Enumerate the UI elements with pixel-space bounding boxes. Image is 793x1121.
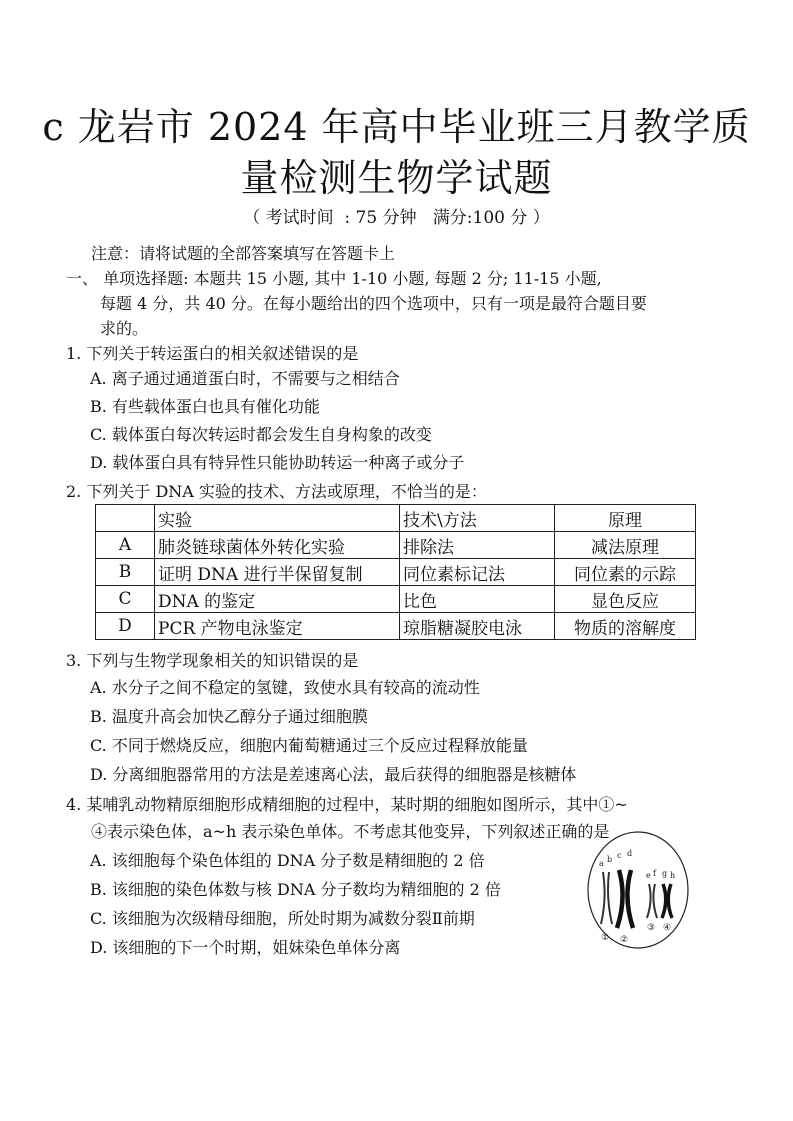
table-cell: PCR 产物电泳鉴定 bbox=[155, 613, 400, 640]
q4-stem-line1: 4. 某哺乳动物精原细胞形成精细胞的过程中，某时期的细胞如图所示，其中①~ bbox=[66, 795, 628, 814]
q1-stem: 1. 下列关于转运蛋白的相关叙述错误的是 bbox=[66, 344, 359, 363]
table-cell: 琼脂糖凝胶电泳 bbox=[400, 613, 555, 640]
q1-option-c: C. 载体蛋白每次转运时都会发生自身构象的改变 bbox=[90, 425, 432, 444]
q3-option-d: D. 分离细胞器常用的方法是差速离心法，最后获得的细胞器是核糖体 bbox=[90, 765, 577, 784]
label-b: b bbox=[607, 855, 613, 864]
label-d: d bbox=[627, 849, 633, 858]
label-g: g bbox=[662, 869, 668, 878]
label-f: f bbox=[653, 869, 656, 878]
table-cell: DNA 的鉴定 bbox=[155, 586, 400, 613]
q1-option-a: A. 离子通过通道蛋白时，不需要与之相结合 bbox=[90, 369, 400, 388]
cell-membrane bbox=[588, 832, 688, 948]
chromosome-4 bbox=[662, 884, 672, 918]
table-cell: 显色反应 bbox=[555, 586, 696, 613]
table-cell: 物质的溶解度 bbox=[555, 613, 696, 640]
table-cell: 排除法 bbox=[400, 532, 555, 559]
table-header-cell: 实验 bbox=[155, 505, 400, 532]
table-cell: 证明 DNA 进行半保留复制 bbox=[155, 559, 400, 586]
table-cell: C bbox=[96, 586, 155, 613]
table-row bbox=[96, 559, 696, 586]
table-cell: 比色 bbox=[400, 586, 555, 613]
q4-option-b: B. 该细胞的染色体数与核 DNA 分子数均为精细胞的 2 倍 bbox=[90, 880, 501, 899]
table-row bbox=[96, 586, 696, 613]
exam-title-line1: c 龙岩市 2024 年高中毕业班三月教学质 bbox=[42, 105, 751, 149]
q4-option-a: A. 该细胞每个染色体组的 DNA 分子数是精细胞的 2 倍 bbox=[90, 851, 485, 870]
table-cell: 减法原理 bbox=[555, 532, 696, 559]
table-cell: 同位素的示踪 bbox=[555, 559, 696, 586]
label-chromosome-1: ① bbox=[601, 933, 610, 943]
q2-table bbox=[95, 504, 696, 640]
section1-line1: 一、 单项选择题: 本题共 15 小题, 其中 1-10 小题, 每题 2 分; 11-15 小题, bbox=[66, 269, 602, 288]
chromatid-labels bbox=[599, 849, 675, 880]
table-header-row bbox=[96, 505, 696, 532]
notice: 注意：请将试题的全部答案填写在答题卡上 bbox=[91, 244, 396, 263]
table-header-cell bbox=[96, 505, 155, 532]
label-e: e bbox=[646, 871, 651, 880]
label-c: c bbox=[617, 851, 622, 860]
q1-option-b: B. 有些载体蛋白也具有催化功能 bbox=[90, 397, 320, 416]
q3-option-b: B. 温度升高会加快乙醇分子通过细胞膜 bbox=[90, 707, 368, 726]
label-chromosome-3: ③ bbox=[647, 923, 656, 933]
exam-title-line2: 量检测生物学试题 bbox=[240, 156, 553, 200]
chromosome-3 bbox=[647, 884, 657, 918]
table-cell: B bbox=[96, 559, 155, 586]
cell-chromosome-figure bbox=[585, 828, 691, 952]
q3-option-c: C. 不同于燃烧反应，细胞内葡萄糖通过三个反应过程释放能量 bbox=[90, 736, 528, 755]
q4-option-d: D. 该细胞的下一个时期，姐妹染色单体分离 bbox=[90, 938, 401, 957]
q4-option-c: C. 该细胞为次级精母细胞，所处时期为减数分裂Ⅱ前期 bbox=[90, 909, 475, 928]
table-cell: D bbox=[96, 613, 155, 640]
q3-option-a: A. 水分子之间不稳定的氢键，致使水具有较高的流动性 bbox=[90, 678, 480, 697]
label-h: h bbox=[670, 871, 676, 880]
table-header-cell: 技术\方法 bbox=[400, 505, 555, 532]
q2-stem: 2. 下列关于 DNA 实验的技术、方法或原理，不恰当的是： bbox=[66, 482, 487, 501]
section1-line2: 每题 4 分，共 40 分。在每小题给出的四个选项中，只有一项是最符合题目要 bbox=[100, 294, 647, 313]
label-chromosome-4: ④ bbox=[663, 923, 672, 933]
q3-stem: 3. 下列与生物学现象相关的知识错误的是 bbox=[66, 651, 359, 670]
table-row bbox=[96, 532, 696, 559]
chromosome-1 bbox=[601, 872, 612, 924]
table-cell: 肺炎链球菌体外转化实验 bbox=[155, 532, 400, 559]
q4-stem-line2: ④表示染色体，a~h 表示染色单体。不考虑其他变异，下列叙述正确的是 bbox=[91, 822, 610, 841]
q1-option-d: D. 载体蛋白具有特异性只能协助转运一种离子或分子 bbox=[90, 453, 465, 472]
label-chromosome-2: ② bbox=[620, 935, 629, 945]
table-cell: A bbox=[96, 532, 155, 559]
table-row bbox=[96, 613, 696, 640]
chromosome-2 bbox=[617, 870, 633, 928]
label-a: a bbox=[599, 859, 604, 868]
table-cell: 同位素标记法 bbox=[400, 559, 555, 586]
exam-subtitle: （ 考试时间 : 75 分钟 满分:100 分 ） bbox=[243, 208, 550, 228]
section1-line3: 求的。 bbox=[100, 319, 149, 338]
table-header-cell: 原理 bbox=[555, 505, 696, 532]
